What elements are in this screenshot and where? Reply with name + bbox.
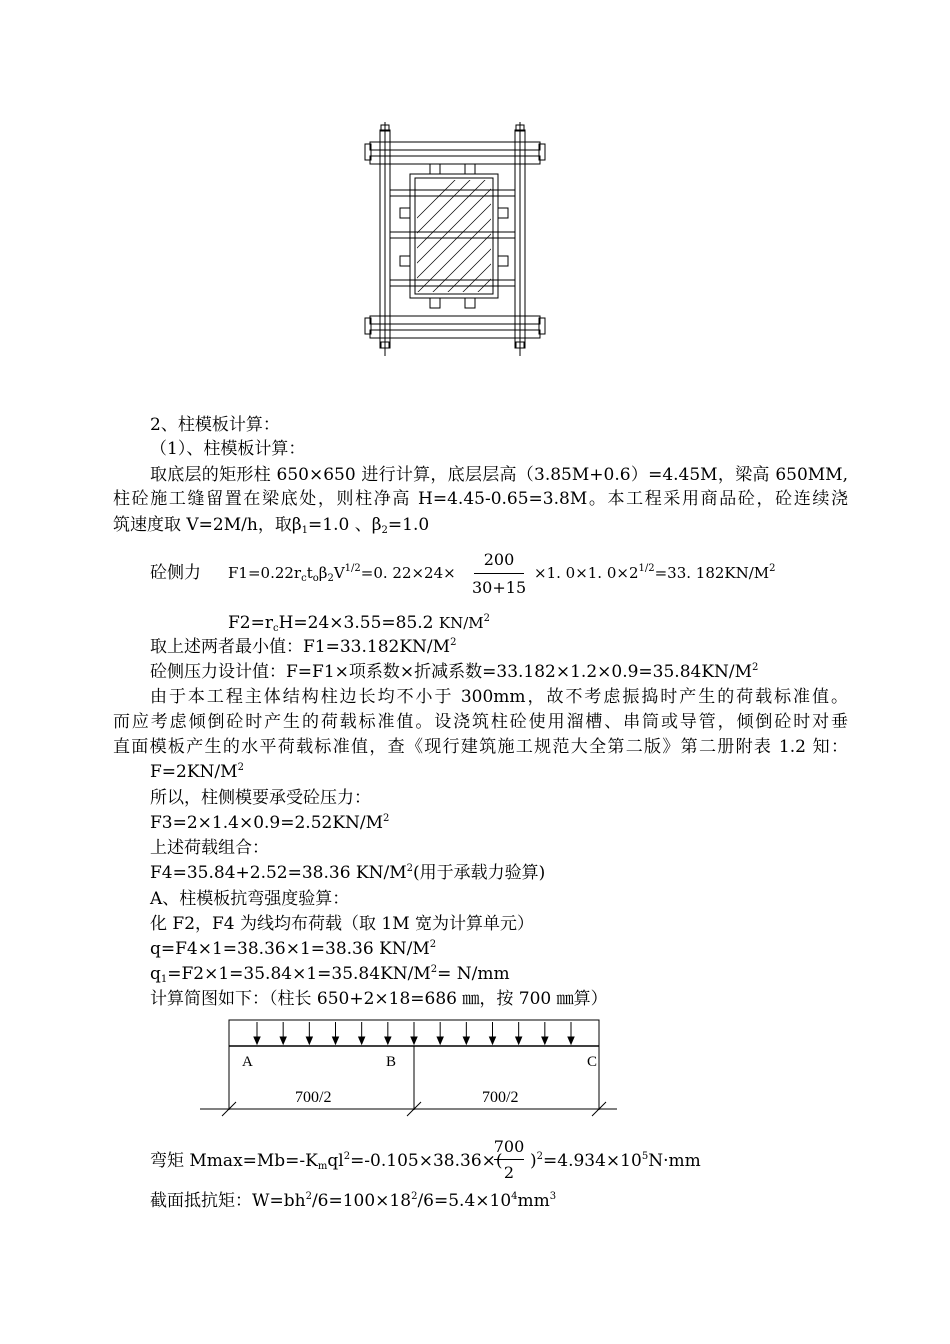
formula-f1-denominator: 30+15 xyxy=(472,578,527,597)
column-formwork-drawing xyxy=(355,120,555,360)
load-arrow-head xyxy=(333,1037,339,1044)
load-arrow-head xyxy=(516,1037,522,1044)
paragraph-line: 取底层的矩形柱 650×650 进行计算，底层层高（3.85M+0.6）=4.45M，梁高 650MM, xyxy=(150,465,848,485)
load-arrow-head xyxy=(280,1037,286,1044)
moment-denominator: 2 xyxy=(503,1163,515,1182)
paragraph-line: 而应考虑倾倒砼时产生的荷载标准值。设浇筑柱砼使用溜槽、串筒或导管，倾倒砼时对垂 xyxy=(113,712,848,732)
load-arrow-head xyxy=(490,1037,496,1044)
min-value-line: 取上述两者最小值：$F1=33.182KN/M^2$ xyxy=(150,637,457,657)
load-arrow-head xyxy=(306,1037,312,1044)
moment-numerator: 700 xyxy=(493,1137,525,1156)
design-value-line: 砼侧压力设计值：F=F1×项系数×折减系数$=33.182\times 1.2\times 0.9=35.84KN/M^2$ xyxy=(150,662,759,682)
subsection-heading-1: （1）、柱模板计算： xyxy=(150,439,306,459)
load-arrow-head xyxy=(463,1037,469,1044)
support-label-a: A xyxy=(242,1054,253,1070)
load-arrow-head xyxy=(437,1037,443,1044)
moment-formula-left: 弯矩 $Mmax=Mb=-K_mql^2=-0.105\times 38.36\times$( xyxy=(150,1151,503,1172)
section-heading-2: 2、柱模板计算： xyxy=(150,415,280,435)
paragraph-line: 化 F2，F4 为线均布荷载（取 1M 宽为计算单元） xyxy=(150,914,535,934)
span-label-left: 700/2 xyxy=(295,1089,332,1106)
q1-equation: $q_1=F2\times 1=35.84\times 1=35.84KN/M^2= N/mm$ xyxy=(150,964,510,985)
paragraph-line: 直面模板产生的水平荷载标准值，查《现行建筑施工规范大全第二版》第二册附表 1.2 知： xyxy=(113,737,848,757)
load-arrow-head xyxy=(411,1037,417,1044)
f3-equation: $F3=2\times 1.4\times 0.9=2.52KN/M^2$ xyxy=(150,813,390,833)
f4-equation: F4=35.84+2.52=38.36 $KN/M^2$(用于承载力验算) xyxy=(150,863,546,883)
formula-f1-numerator: 200 xyxy=(483,550,515,569)
paragraph-line: 上述荷载组合： xyxy=(150,838,269,858)
load-arrow-head xyxy=(254,1037,260,1044)
formula-f1-label: 砼侧力 xyxy=(150,563,201,583)
q-equation: q=F4×1=38.36×1=38.36 $KN/M^2$ xyxy=(150,939,437,959)
formula-f2: $F2=r_cH=24\times 3.55=85.2$ $KN/M^2$ xyxy=(228,613,491,634)
diagram-caption: 计算简图如下：（柱长 650+2×18=686 ㎜，按 700 ㎜算） xyxy=(150,989,608,1009)
paragraph-line: 由于本工程主体结构柱边长均不小于 300mm，故不考虑振捣时产生的荷载标准值。 xyxy=(150,687,848,707)
beam-diagram xyxy=(195,1018,625,1130)
paragraph-line: 筑速度取 V=2M/h，取$\beta_1=1.0$ 、$\beta_2=1.0$ xyxy=(113,515,430,536)
support-label-b: B xyxy=(386,1054,397,1070)
formula-f1-right: ×1. 0×1. $0\times 2^{1/2}=33$. $182KN/M^2$ xyxy=(534,563,776,582)
fraction-bar xyxy=(474,573,524,574)
support-label-c: C xyxy=(587,1054,598,1070)
load-arrow-head xyxy=(359,1037,365,1044)
span-label-right: 700/2 xyxy=(482,1089,519,1106)
formula-f1-left: $F1=0.22r_ct_o\beta_2V^{1/2}=0$. 22×24× xyxy=(228,563,456,584)
paragraph-line: 所以，柱侧模要承受砼压力： xyxy=(150,788,371,808)
paragraph-line: 柱砼施工缝留置在梁底处，则柱净高 H=4.45-0.65=3.8M。本工程采用商品砼，砼连续浇 xyxy=(113,489,848,509)
section-modulus-formula: 截面抵抗矩：$W=bh^2/6=100\times 18^2/6=5.4\times 10^4mm^3$ xyxy=(150,1191,557,1211)
load-arrow-head xyxy=(568,1037,574,1044)
fraction-bar xyxy=(494,1159,524,1160)
load-arrow-head xyxy=(542,1037,548,1044)
f-equation: $F=2KN/M^2$ xyxy=(150,762,244,782)
load-arrow-head xyxy=(385,1037,391,1044)
subsection-heading-a: A、柱模板抗弯强度验算： xyxy=(150,889,350,909)
moment-formula-right: )$^2=4.934\times 10^5N\cdot mm$ xyxy=(530,1151,701,1171)
